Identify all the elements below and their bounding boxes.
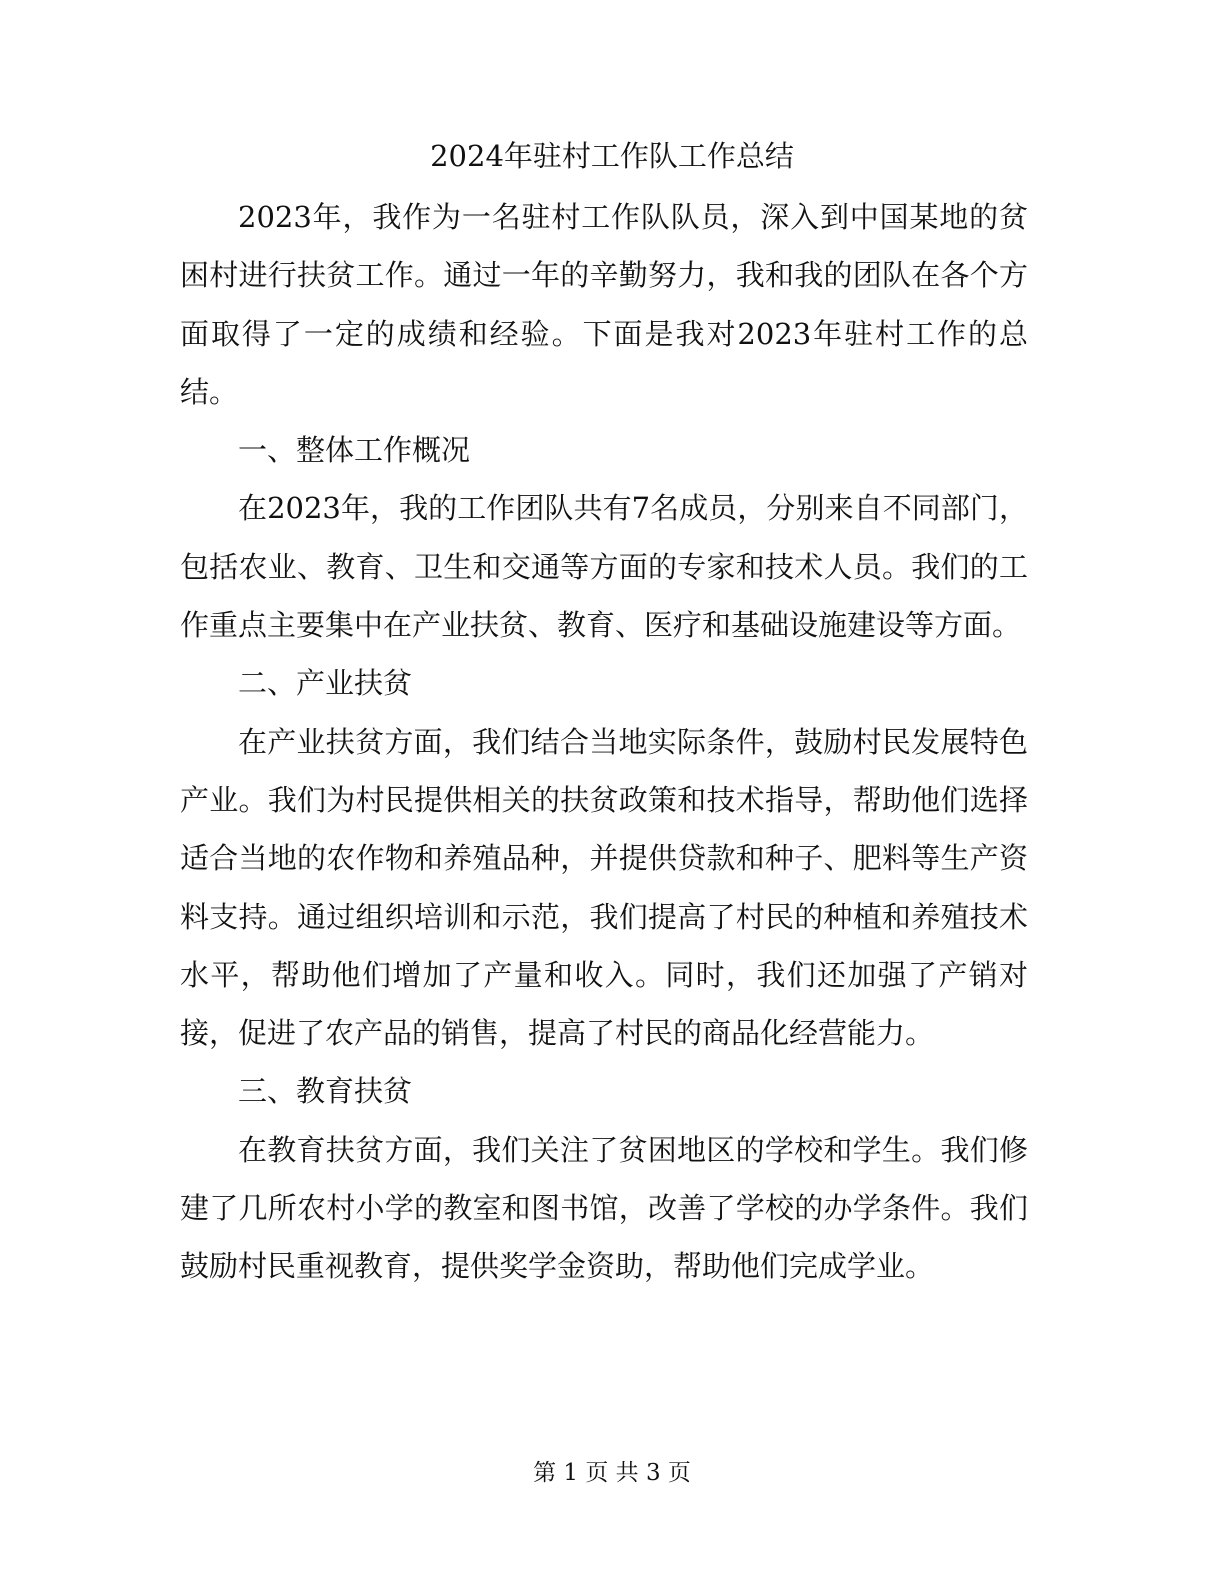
section-heading-overview: 一、整体工作概况 <box>238 433 471 468</box>
section-heading-industry: 二、产业扶贫 <box>238 666 413 701</box>
overview-paragraph: 在2023年，我的工作团队共有7名成员，分别来自不同部门，包括农业、教育、卫生和交通等方面的专家和技术人员。我们的工作重点主要集中在产业扶贫、教育、医疗和基础设施建设等方面。 <box>180 491 1028 643</box>
intro-paragraph: 2023年，我作为一名驻村工作队队员，深入到中国某地的贫困村进行扶贫工作。通过一年的辛勤努力，我和我的团队在各个方面取得了一定的成绩和经验。下面是我对2023年驻村工作的总结。 <box>180 200 1028 409</box>
page-number-footer: 第 1 页 共 3 页 <box>533 1460 691 1486</box>
education-paragraph: 在教育扶贫方面，我们关注了贫困地区的学校和学生。我们修建了几所农村小学的教室和图书馆，改善了学校的办学条件。我们鼓励村民重视教育，提供奖学金资助，帮助他们完成学业。 <box>180 1132 1028 1284</box>
industry-paragraph: 在产业扶贫方面，我们结合当地实际条件，鼓励村民发展特色产业。我们为村民提供相关的扶贫政策和技术指导，帮助他们选择适合当地的农作物和养殖品种，并提供贷款和种子、肥料等生产资料支持。通过组织培训和示范，我们提高了村民的种植和养殖技术水平，帮助他们增加了产量和收入。同时，我们还加强了产销对接，促进了农产品的销售，提高了村民的商品化经营能力。 <box>180 724 1028 1051</box>
document-title: 2024年驻村工作队工作总结 <box>430 139 794 173</box>
section-heading-education: 三、教育扶贫 <box>238 1074 413 1109</box>
document-body <box>180 188 1028 1296</box>
